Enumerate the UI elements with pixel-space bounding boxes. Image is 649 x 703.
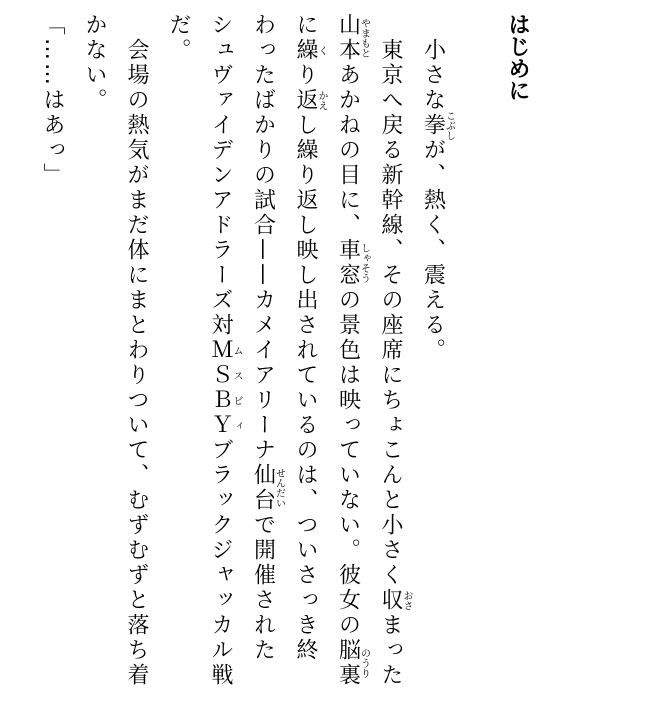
furigana: く <box>316 38 327 63</box>
ruby-annotated-text: 仙台せんだい <box>250 463 285 513</box>
furigana: ビ <box>231 388 242 413</box>
text-line: かない。 <box>82 13 107 113</box>
furigana: やまもと <box>358 13 370 63</box>
text-line: 「……はあっ」 <box>40 13 65 188</box>
body-text <box>31 13 454 688</box>
text-line: わったばかりの試合——カメイアリーナ仙台せんだいで開催された <box>250 13 285 663</box>
ruby-annotated-text: 繰く <box>293 38 327 63</box>
book-page <box>33 13 538 688</box>
furigana: せんだい <box>273 463 285 513</box>
ruby-annotated-text: 山本やまもと <box>335 13 370 63</box>
furigana: ム <box>231 338 242 363</box>
ruby-annotated-text: 返かえ <box>293 88 327 113</box>
text-line: 山本やまもとあかねの目に、車窓しゃそうの景色は映っていない。彼女の脳裏のうり <box>335 13 370 688</box>
ruby-annotated-text: 拳こぶし <box>420 110 455 141</box>
furigana: かえ <box>316 88 327 113</box>
furigana: ィ <box>231 413 242 438</box>
ruby-annotated-text: Ｂビ <box>208 388 242 413</box>
furigana: こぶし <box>443 110 455 141</box>
ruby-annotated-text: Ｍム <box>208 338 242 363</box>
text-line: に繰くり返かえし繰り返し映し出されているのは、ついさっき終 <box>293 13 327 663</box>
text-line: シュヴァイデンアドラーズ対ＭムＳスＢビＹィブラックジャッカル戦 <box>208 13 242 688</box>
text-line: 会場の熱気がまだ体にまとわりついて、むずむずと落ち着 <box>124 38 149 688</box>
ruby-annotated-text: Ｓス <box>208 363 242 388</box>
chapter-title: はじめに <box>505 13 530 101</box>
ruby-annotated-text: 脳裏のうり <box>335 638 370 688</box>
furigana: ス <box>231 363 242 388</box>
furigana: のうり <box>358 638 370 688</box>
furigana: おさ <box>401 588 412 613</box>
text-line: 小さな拳こぶしが、熱く、震える。 <box>420 38 455 363</box>
ruby-annotated-text: Ｙィ <box>208 413 242 438</box>
ruby-annotated-text: 収おさ <box>378 588 412 613</box>
ruby-annotated-text: 車窓しゃそう <box>335 238 370 288</box>
furigana: しゃそう <box>358 238 370 288</box>
text-line: だ。 <box>166 13 191 63</box>
text-line: 東京へ戻る新幹線、その座席にちょこんと小さく収おさまった <box>378 38 412 688</box>
